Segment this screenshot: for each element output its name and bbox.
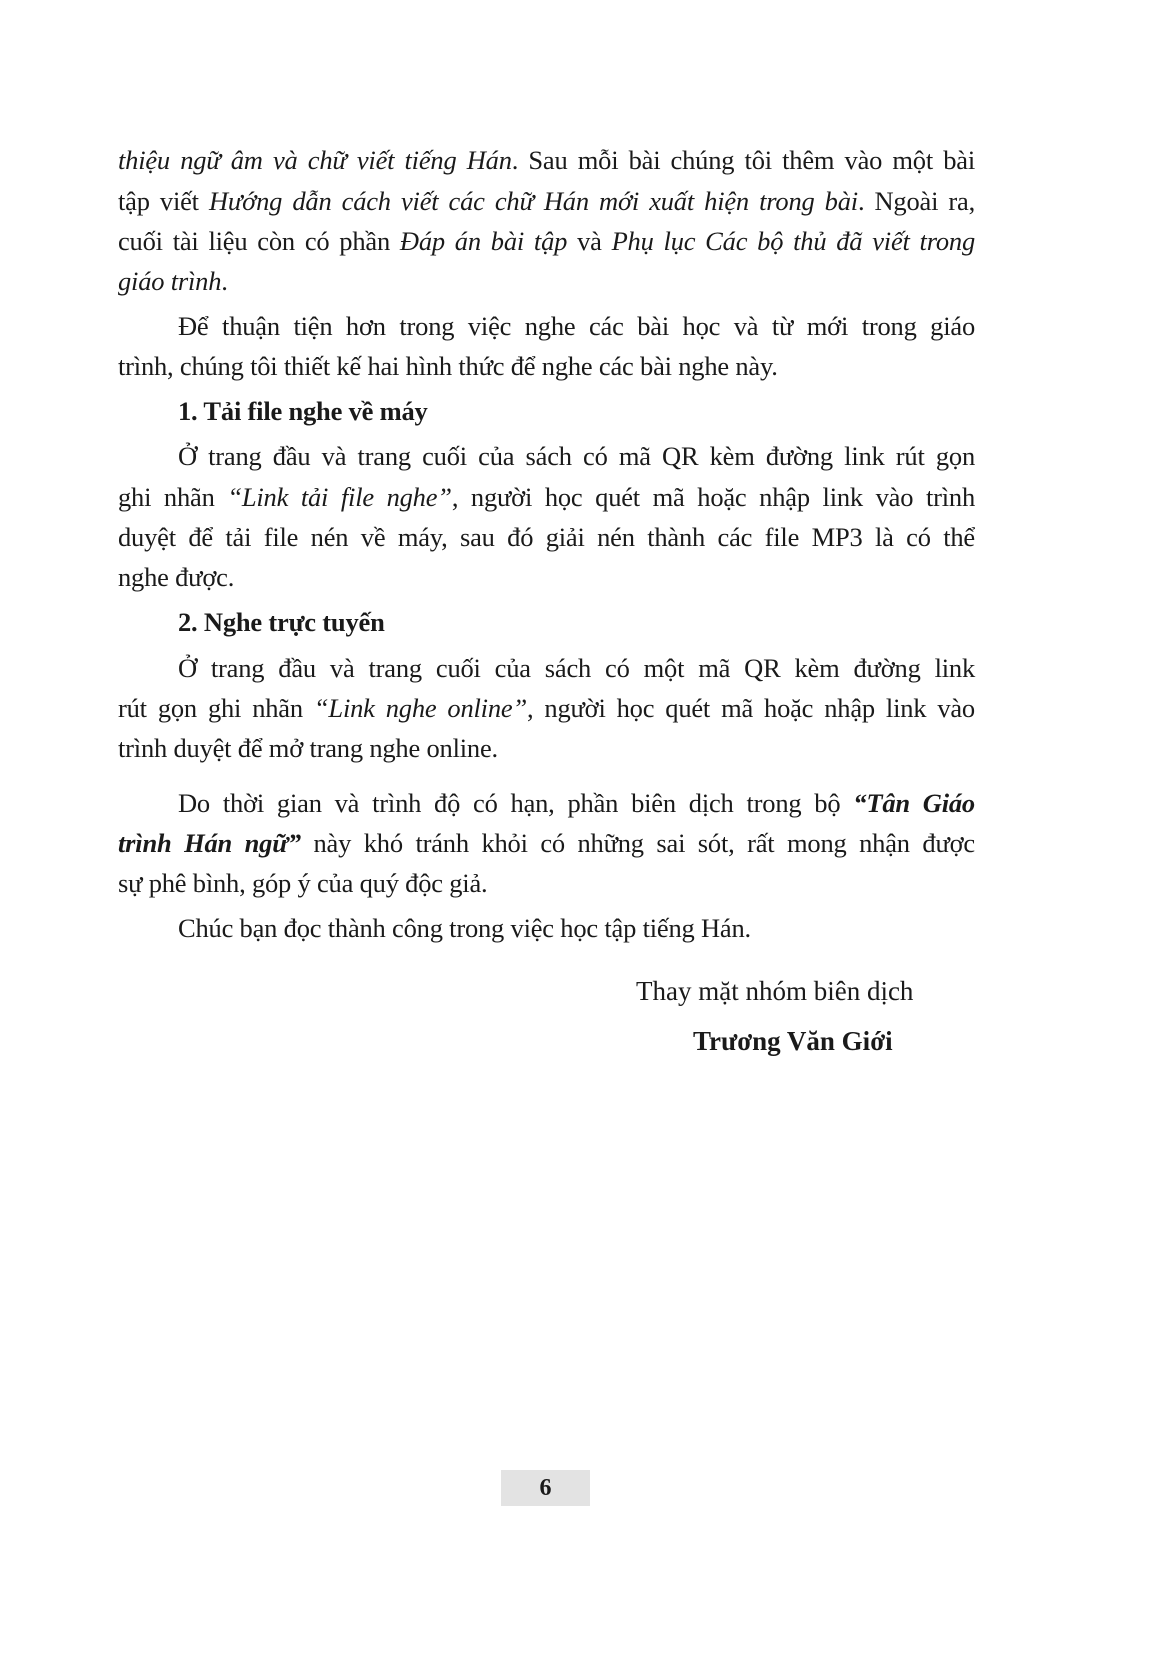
paragraph-line — [118, 263, 975, 299]
text-segment: rút gọn ghi nhãn — [118, 693, 314, 723]
text-segment: ghi nhãn — [118, 482, 228, 512]
signature-on-behalf: Thay mặt nhóm biên dịch — [636, 976, 914, 1006]
paragraph-line — [178, 393, 975, 429]
text-segment: giáo trình — [118, 266, 222, 296]
paragraph-line — [118, 730, 975, 766]
paragraph-line — [178, 785, 975, 821]
text-segment: , người học quét mã hoặc nhập link vào trình — [451, 482, 975, 512]
text-segment: nghe được. — [118, 562, 235, 592]
text-segment: duyệt để tải file nén về máy, sau đó giải nén thành các file MP3 là có thể — [118, 522, 975, 552]
text-segment: thiệu ngữ âm và chữ viết tiếng Hán — [118, 145, 512, 175]
text-segment: “Link tải file nghe” — [227, 482, 452, 512]
paragraph-line — [118, 825, 975, 861]
text-segment: . — [221, 266, 228, 296]
text-segment: Ở trang đầu và trang cuối của sách có một mã QR kèm đường link — [178, 653, 975, 683]
text-segment: Hướng dẫn cách viết các chữ Hán mới xuất hiện trong bài — [208, 186, 858, 216]
paragraph-line — [118, 142, 975, 178]
text-segment: trình, chúng tôi thiết kế hai hình thức để nghe các bài nghe này. — [118, 351, 778, 381]
paragraph-line — [118, 223, 975, 259]
page-number: 6 — [501, 1470, 590, 1506]
paragraph-line — [118, 559, 975, 595]
signature-name: Trương Văn Giới — [693, 1026, 893, 1056]
text-segment: . Ngoài ra, — [857, 186, 975, 216]
paragraph-line — [118, 519, 975, 555]
text-segment: trình duyệt để mở trang nghe online. — [118, 733, 498, 763]
paragraph-line — [118, 348, 975, 384]
paragraph-line — [178, 604, 975, 640]
text-segment: “Link nghe online” — [313, 693, 527, 723]
text-segment: cuối tài liệu còn có phần — [118, 226, 400, 256]
text-segment: và — [567, 226, 612, 256]
paragraph-line — [178, 438, 975, 474]
paragraph-line — [118, 865, 975, 901]
text-segment: này khó tránh khỏi có những sai sót, rất mong nhận được — [300, 828, 975, 858]
text-segment: “Tân Giáo — [853, 788, 975, 818]
text-segment: Ở trang đầu và trang cuối của sách có mã QR kèm đường link rút gọn — [178, 441, 975, 471]
text-segment: Để thuận tiện hơn trong việc nghe các bài học và từ mới trong giáo — [178, 311, 975, 341]
paragraph-line — [178, 308, 975, 344]
text-segment: 1. Tải file nghe về máy — [178, 396, 428, 426]
text-segment: Đáp án bài tập — [399, 226, 568, 256]
text-segment: tập viết — [118, 186, 209, 216]
paragraph-line — [118, 183, 975, 219]
text-segment: . Sau mỗi bài chúng tôi thêm vào một bài — [511, 145, 975, 175]
text-segment: Phụ lục Các bộ thủ đã viết trong — [611, 226, 975, 256]
text-segment: trình Hán ngữ” — [118, 828, 301, 858]
text-segment: Do thời gian và trình độ có hạn, phần biên dịch trong bộ — [178, 788, 854, 818]
text-segment: sự phê bình, góp ý của quý độc giả. — [118, 868, 488, 898]
paragraph-line — [178, 650, 975, 686]
paragraph-line — [118, 479, 975, 515]
text-segment: , người học quét mã hoặc nhập link vào — [527, 693, 975, 723]
text-segment: 2. Nghe trực tuyến — [178, 607, 385, 637]
text-segment: Chúc bạn đọc thành công trong việc học tập tiếng Hán. — [178, 913, 751, 943]
paragraph-line — [178, 910, 975, 946]
paragraph-line — [118, 690, 975, 726]
